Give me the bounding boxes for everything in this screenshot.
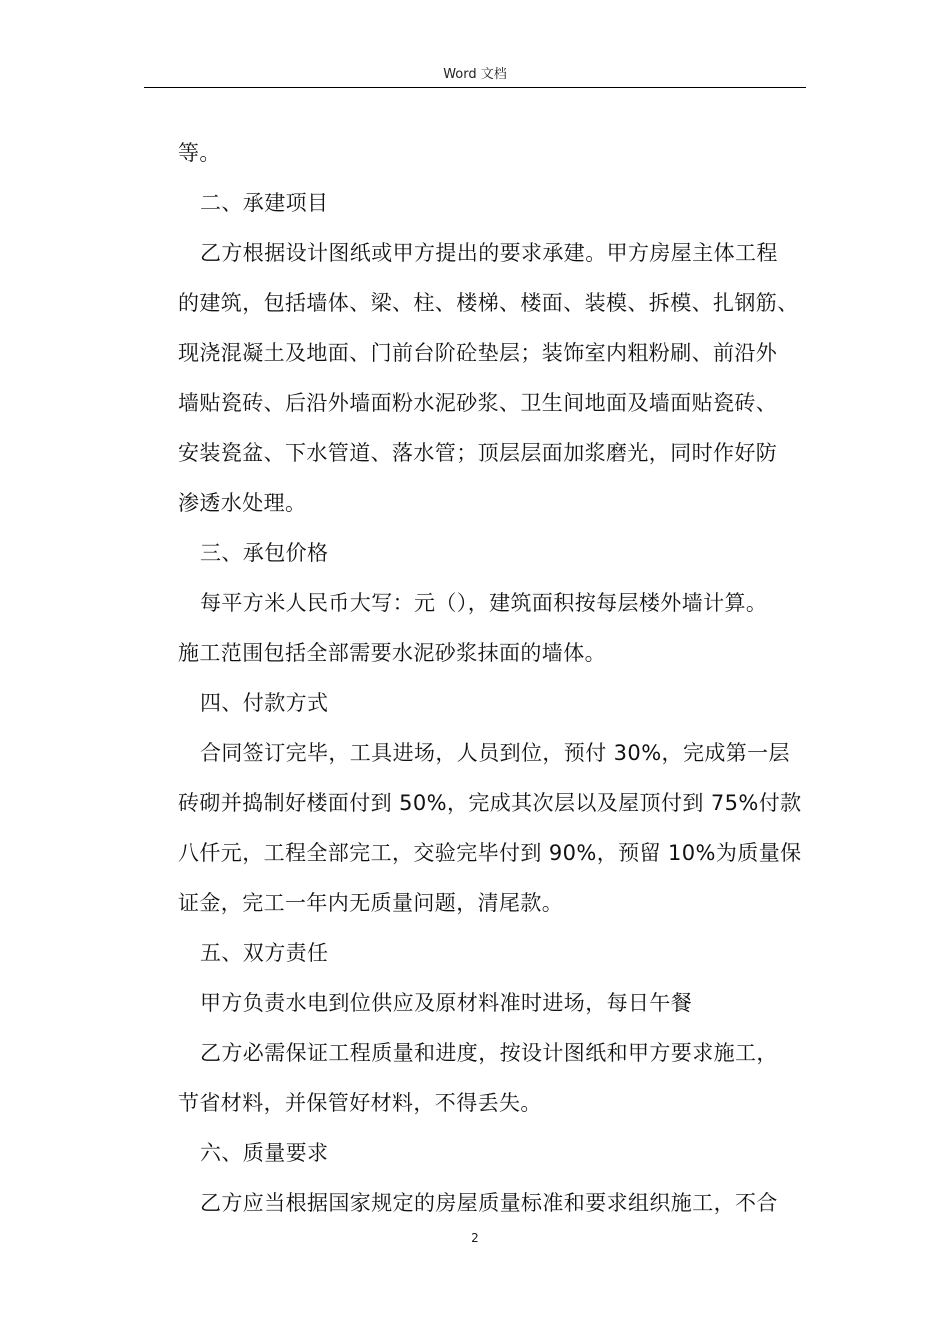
page-header: Word 文档 [443, 67, 507, 82]
paragraph-line: 现浇混凝土及地面、门前台阶砼垫层；装饰室内粗粉刷、前沿外 [178, 341, 778, 365]
header-divider [144, 87, 806, 88]
paragraph-line: 乙方根据设计图纸或甲方提出的要求承建。甲方房屋主体工程 [200, 241, 778, 265]
paragraph-line: 墙贴瓷砖、后沿外墙面粉水泥砂浆、卫生间地面及墙面贴瓷砖、 [178, 391, 778, 415]
paragraph-line: 等。 [178, 141, 221, 165]
paragraph-line: 乙方必需保证工程质量和进度，按设计图纸和甲方要求施工， [200, 1041, 778, 1065]
paragraph-line: 施工范围包括全部需要水泥砂浆抹面的墙体。 [178, 641, 606, 665]
section-heading: 五、双方责任 [200, 941, 329, 965]
section-heading: 四、付款方式 [200, 691, 329, 715]
section-heading: 三、承包价格 [200, 541, 329, 565]
paragraph-line: 每平方米人民币大写：元（），建筑面积按每层楼外墙计算。 [200, 591, 768, 615]
section-heading: 六、质量要求 [200, 1141, 329, 1165]
page-number: 2 [471, 1231, 479, 1245]
paragraph-line: 安装瓷盆、下水管道、落水管；顶层层面加浆磨光，同时作好防 [178, 441, 778, 465]
paragraph-line: 的建筑，包括墙体、梁、柱、楼梯、楼面、装模、拆模、扎钢筋、 [178, 291, 799, 315]
paragraph-line: 渗透水处理。 [178, 491, 307, 515]
paragraph-line: 证金，完工一年内无质量问题，清尾款。 [178, 891, 564, 915]
paragraph-line: 节省材料，并保管好材料，不得丢失。 [178, 1091, 542, 1115]
section-heading: 二、承建项目 [200, 191, 329, 215]
paragraph-line: 甲方负责水电到位供应及原材料准时进场，每日午餐 [200, 991, 693, 1015]
paragraph-line: 八仟元，工程全部完工，交验完毕付到 90%，预留 10%为质量保 [178, 841, 802, 865]
paragraph-line: 砖砌并捣制好楼面付到 50%，完成其次层以及屋顶付到 75%付款 [178, 791, 802, 815]
document-body [178, 128, 818, 1228]
paragraph-line: 合同签订完毕，工具进场，人员到位，预付 30%，完成第一层 [200, 741, 790, 765]
paragraph-line: 乙方应当根据国家规定的房屋质量标准和要求组织施工，不合 [200, 1191, 778, 1215]
